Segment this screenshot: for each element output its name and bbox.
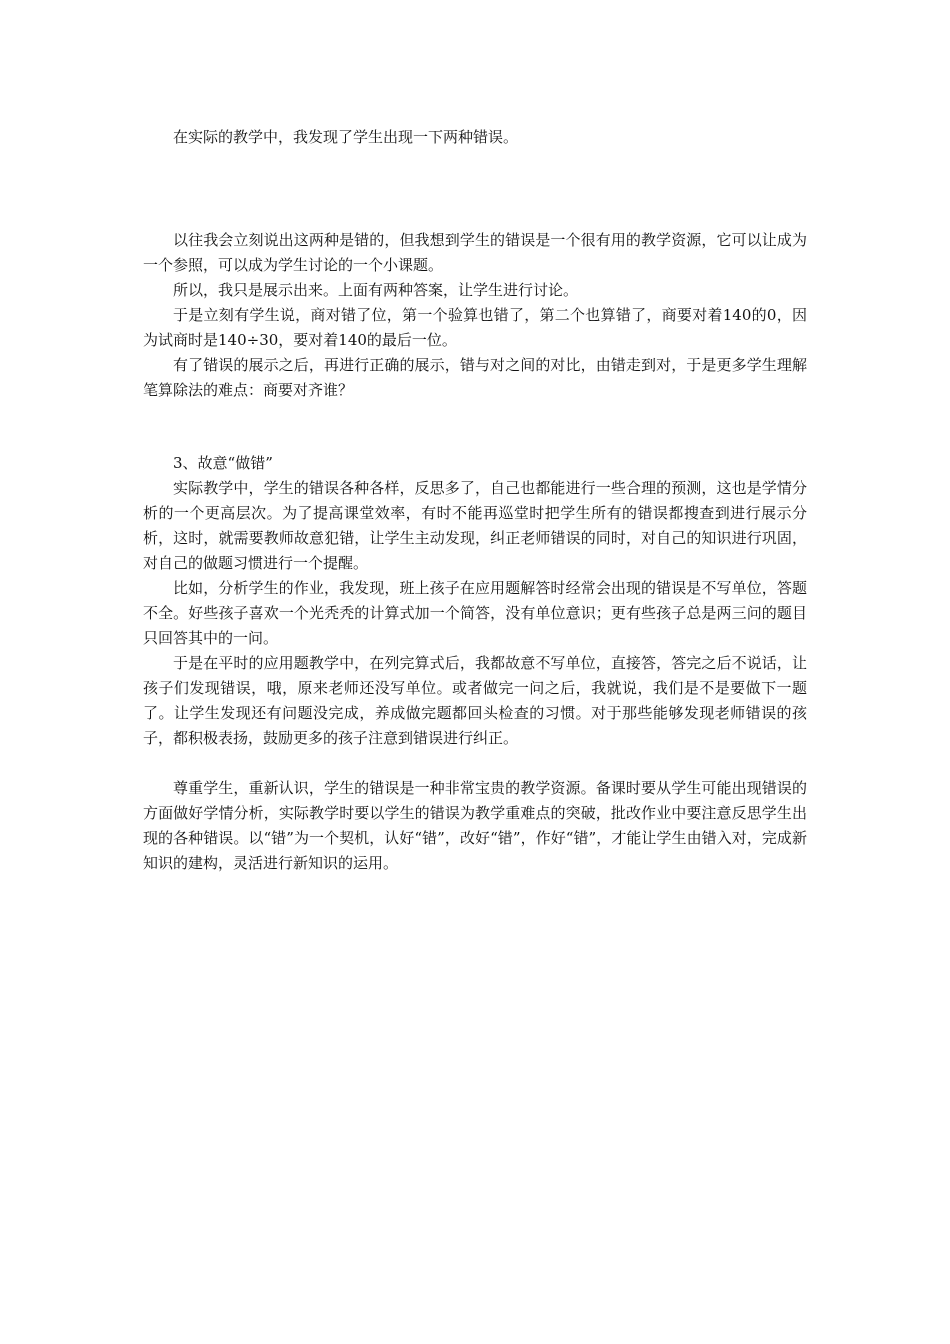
paragraph-intro: 在实际的教学中，我发现了学生出现一下两种错误。 bbox=[173, 128, 519, 146]
blank-space bbox=[143, 150, 807, 228]
blank-space bbox=[143, 403, 807, 451]
paragraph-teaching-practice: 于是在平时的应用题教学中，在列完算式后，我都故意不写单位，直接答，答完之后不说话，让孩子们发现错误，哦，原来老师还没写单位。或者做完一问之后，我就说，我们是不是要做下一题了。让学生发现还有问题没完成，养成做完题都回头检查的习惯。对于那些能够发现老师错误的孩子，都积极表扬，鼓励更多的孩子注意到错误进行纠正。 bbox=[143, 654, 807, 747]
document-body bbox=[143, 125, 807, 876]
section-heading: 3、故意“做错” bbox=[173, 454, 273, 472]
paragraph-student-discussion: 于是立刻有学生说，商对错了位，第一个验算也错了，第二个也算错了，商要对着140的0，因为试商时是140÷30，要对着140的最后一位。 bbox=[143, 306, 807, 349]
paragraph-error-resource: 以往我会立刻说出这两种是错的，但我想到学生的错误是一个很有用的教学资源，它可以让成为一个参照，可以成为学生讨论的一个小课题。 bbox=[143, 231, 807, 274]
paragraph-conclusion: 尊重学生，重新认识，学生的错误是一种非常宝贵的教学资源。备课时要从学生可能出现错误的方面做好学情分析，实际教学时要以学生的错误为教学重难点的突破，批改作业中要注意反思学生出现的各种错误。以“错”为一个契机，认好“错”，改好“错”，作好“错”，才能让学生由错入对，完成新知识的建构，灵活进行新知识的运用。 bbox=[143, 779, 807, 872]
paragraph-homework-analysis: 比如，分析学生的作业，我发现，班上孩子在应用题解答时经常会出现的错误是不写单位，答题不全。好些孩子喜欢一个光秃秃的计算式加一个简答，没有单位意识；更有些孩子总是两三问的题目只回答其中的一问。 bbox=[143, 579, 807, 647]
paragraph-deliberate-mistakes: 实际教学中，学生的错误各种各样，反思多了，自己也都能进行一些合理的预测，这也是学情分析的一个更高层次。为了提高课堂效率，有时不能再巡堂时把学生所有的错误都搜查到进行展示分析，这时，就需要教师故意犯错，让学生主动发现，纠正老师错误的同时，对自己的知识进行巩固，对自己的做题习惯进行一个提醒。 bbox=[143, 479, 807, 572]
paragraph-comparison: 有了错误的展示之后，再进行正确的展示，错与对之间的对比，由错走到对，于是更多学生理解笔算除法的难点：商要对齐谁？ bbox=[143, 356, 807, 399]
paragraph-show-answers: 所以，我只是展示出来。上面有两种答案，让学生进行讨论。 bbox=[173, 281, 579, 299]
blank-space bbox=[143, 751, 807, 776]
